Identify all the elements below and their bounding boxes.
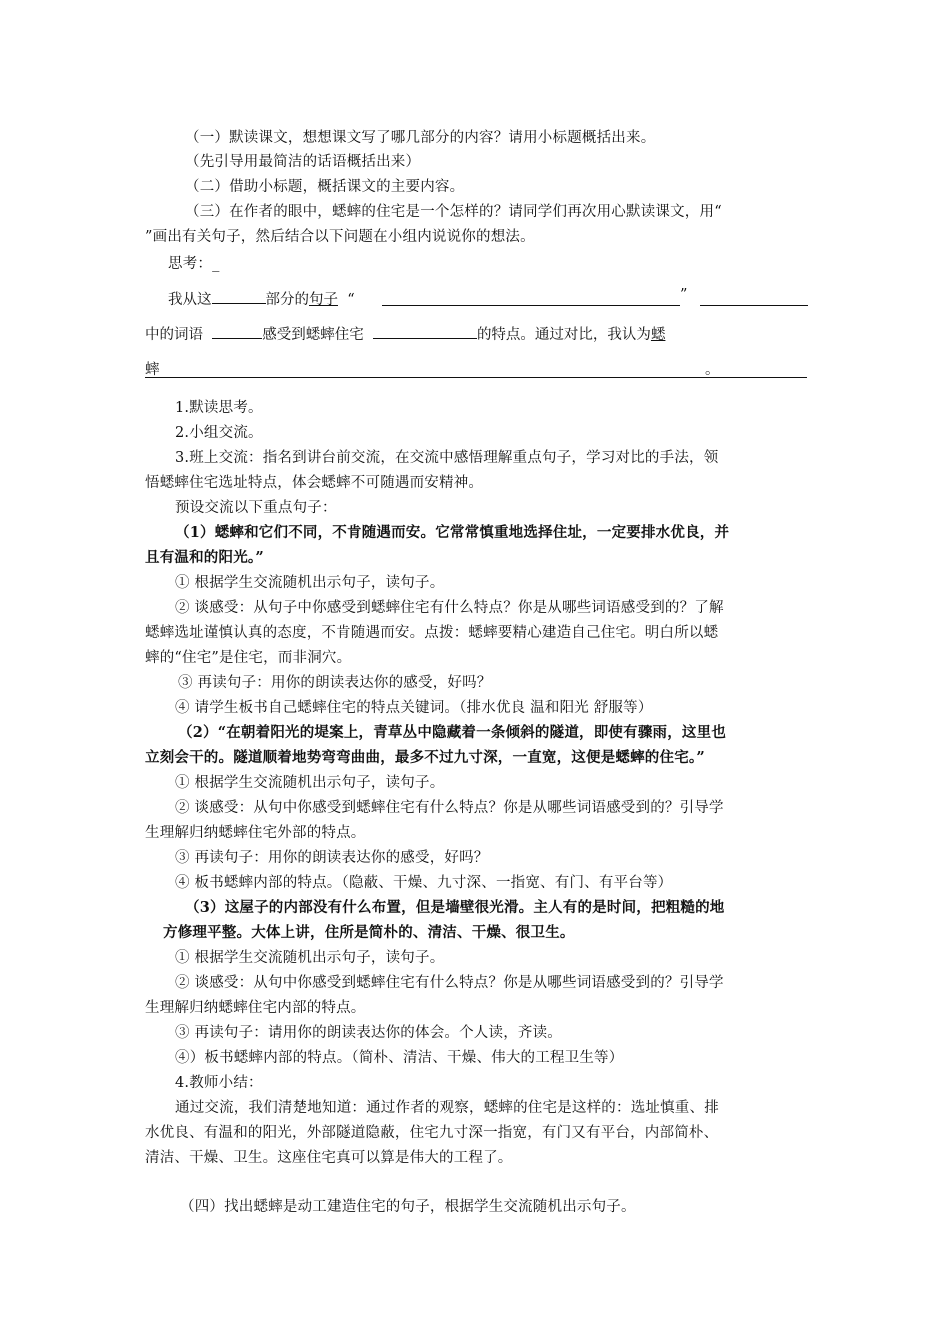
item: ④ 请学生板书自己蟋蟀住宅的特点关键词。（排水优良 温和阳光 舒服等） xyxy=(175,700,653,716)
teacher-summary: 通过交流，我们清楚地知道：通过作者的观察，蟋蟀的住宅是这样的：选址慎重、排 xyxy=(175,1100,719,1116)
item: ① 根据学生交流随机出示句子，读句子。 xyxy=(175,950,445,966)
item: ④）板书蟋蟀内部的特点。（简朴、清洁、干燥、伟大的工程卫生等） xyxy=(175,1050,624,1066)
fill-text: 。 xyxy=(705,362,720,378)
preset-intro: 预设交流以下重点句子： xyxy=(175,500,337,516)
teacher-summary-cont: 水优良、有温和的阳光，外部隧道隐蔽，住宅九寸深一指宽，有门又有平台，内部简朴、 xyxy=(145,1125,719,1141)
item-cont: 蟀的“住宅”是住宅，而非洞穴。 xyxy=(145,650,352,666)
item: ③ 再读句子：请用你的朗读表达你的体会。个人读，齐读。 xyxy=(175,1025,563,1041)
fill-text: 部分的 xyxy=(265,292,309,308)
item: ① 根据学生交流随机出示句子，读句子。 xyxy=(175,575,445,591)
item: ④ 板书蟋蟀内部的特点。（隐蔽、干燥、九寸深、一指宽、有门、有平台等） xyxy=(175,875,673,891)
step-3: 3.班上交流：指名到讲台前交流，在交流中感悟理解重点句子，学习对比的手法，领 xyxy=(175,450,719,466)
key-sentence-3: （3）这屋子的内部没有什么布置，但是墙壁很光滑。主人有的是时间，把粗糙的地 xyxy=(185,899,725,916)
fill-row-1 xyxy=(168,287,808,311)
fill-text: 的特点。通过对比，我认为 xyxy=(476,327,651,343)
teacher-summary-cont: 清洁、干燥、卫生。这座住宅真可以算是伟大的工程了。 xyxy=(145,1150,513,1166)
key-sentence-1: （1）蟋蟀和它们不同，不肯随遇而安。它常常慎重地选择住址，一定要排水优良，并 xyxy=(175,524,730,541)
step-2: 2.小组交流。 xyxy=(175,425,263,441)
key-sentence-1-cont: 且有温和的阳光。” xyxy=(145,549,264,566)
blank-feature xyxy=(373,322,477,339)
item: ② 谈感受：从句中你感受到蟋蟀住宅有什么特点？你是从哪些词语感受到的？引导学 xyxy=(175,975,724,991)
fill-text: ” xyxy=(680,284,700,306)
fill-text: 中的词语 xyxy=(145,327,203,343)
fill-row-2 xyxy=(145,322,807,346)
item: ③ 再读句子：用你的朗读表达你的感受，好吗？ xyxy=(175,850,489,866)
key-sentence-2-cont: 立刻会干的。隧道顺着地势弯弯曲曲，最多不过九寸深，一直宽，这便是蟋蟀的住宅。” xyxy=(145,749,705,766)
item: ③ 再读句子：用你的朗读表达你的感受，好吗？ xyxy=(178,675,492,691)
section-1-heading: （一）默读课文，想想课文写了哪几部分的内容？请用小标题概括出来。 xyxy=(185,130,656,146)
item-cont: 生理解归纳蟋蟀住宅内部的特点。 xyxy=(145,1000,366,1016)
item-cont: 生理解归纳蟋蟀住宅外部的特点。 xyxy=(145,825,366,841)
section-1-note: （先引导用最简洁的话语概括出来） xyxy=(185,154,421,170)
key-sentence-2: （2）“在朝着阳光的堤案上，青草丛中隐藏着一条倾斜的隧道，即使有骤雨，这里也 xyxy=(178,724,727,741)
blank-part xyxy=(212,287,266,304)
item: ① 根据学生交流随机出示句子，读句子。 xyxy=(175,775,445,791)
fill-text: “ xyxy=(347,292,355,308)
blank-sentence xyxy=(382,305,808,306)
blank-words xyxy=(212,322,262,339)
section-3-heading: （三）在作者的眼中，蟋蟀的住宅是一个怎样的？请同学们再次用心默读课文，用“ xyxy=(185,204,722,220)
fill-text: 我从这 xyxy=(168,292,212,308)
fill-text: 感受到蟋蟀住宅 xyxy=(262,327,364,343)
teacher-summary-heading: 4.教师小结： xyxy=(175,1075,263,1091)
step-1: 1.默读思考。 xyxy=(175,400,263,416)
section-3-heading-cont: ”画出有关句子，然后结合以下问题在小组内说说你的想法。 xyxy=(145,229,535,245)
fill-text: 蟋 xyxy=(650,327,666,343)
fill-text: 句子 xyxy=(309,292,338,308)
section-2-heading: （二）借助小标题，概括课文的主要内容。 xyxy=(185,179,465,195)
think-label: 思考：_ xyxy=(168,256,220,272)
item: ② 谈感受：从句子中你感受到蟋蟀住宅有什么特点？你是从哪些词语感受到的？了解 xyxy=(175,600,724,616)
step-3-cont: 悟蟋蟀住宅选址特点，体会蟋蟀不可随遇而安精神。 xyxy=(145,475,484,491)
section-4-heading: （四）找出蟋蟀是动工建造住宅的句子，根据学生交流随机出示句子。 xyxy=(180,1199,636,1215)
item: ② 谈感受：从句中你感受到蟋蟀住宅有什么特点？你是从哪些词语感受到的？引导学 xyxy=(175,800,724,816)
fill-text: 蟀 xyxy=(145,362,160,378)
item-cont: 蟋蟀选址谨慎认真的态度，不肯随遇而安。点拨：蟋蟀要精心建造自己住宅。明白所以蟋 xyxy=(145,625,719,641)
key-sentence-3-cont: 方修理平整。大体上讲，住所是简朴的、清洁、干燥、很卫生。 xyxy=(163,924,575,941)
